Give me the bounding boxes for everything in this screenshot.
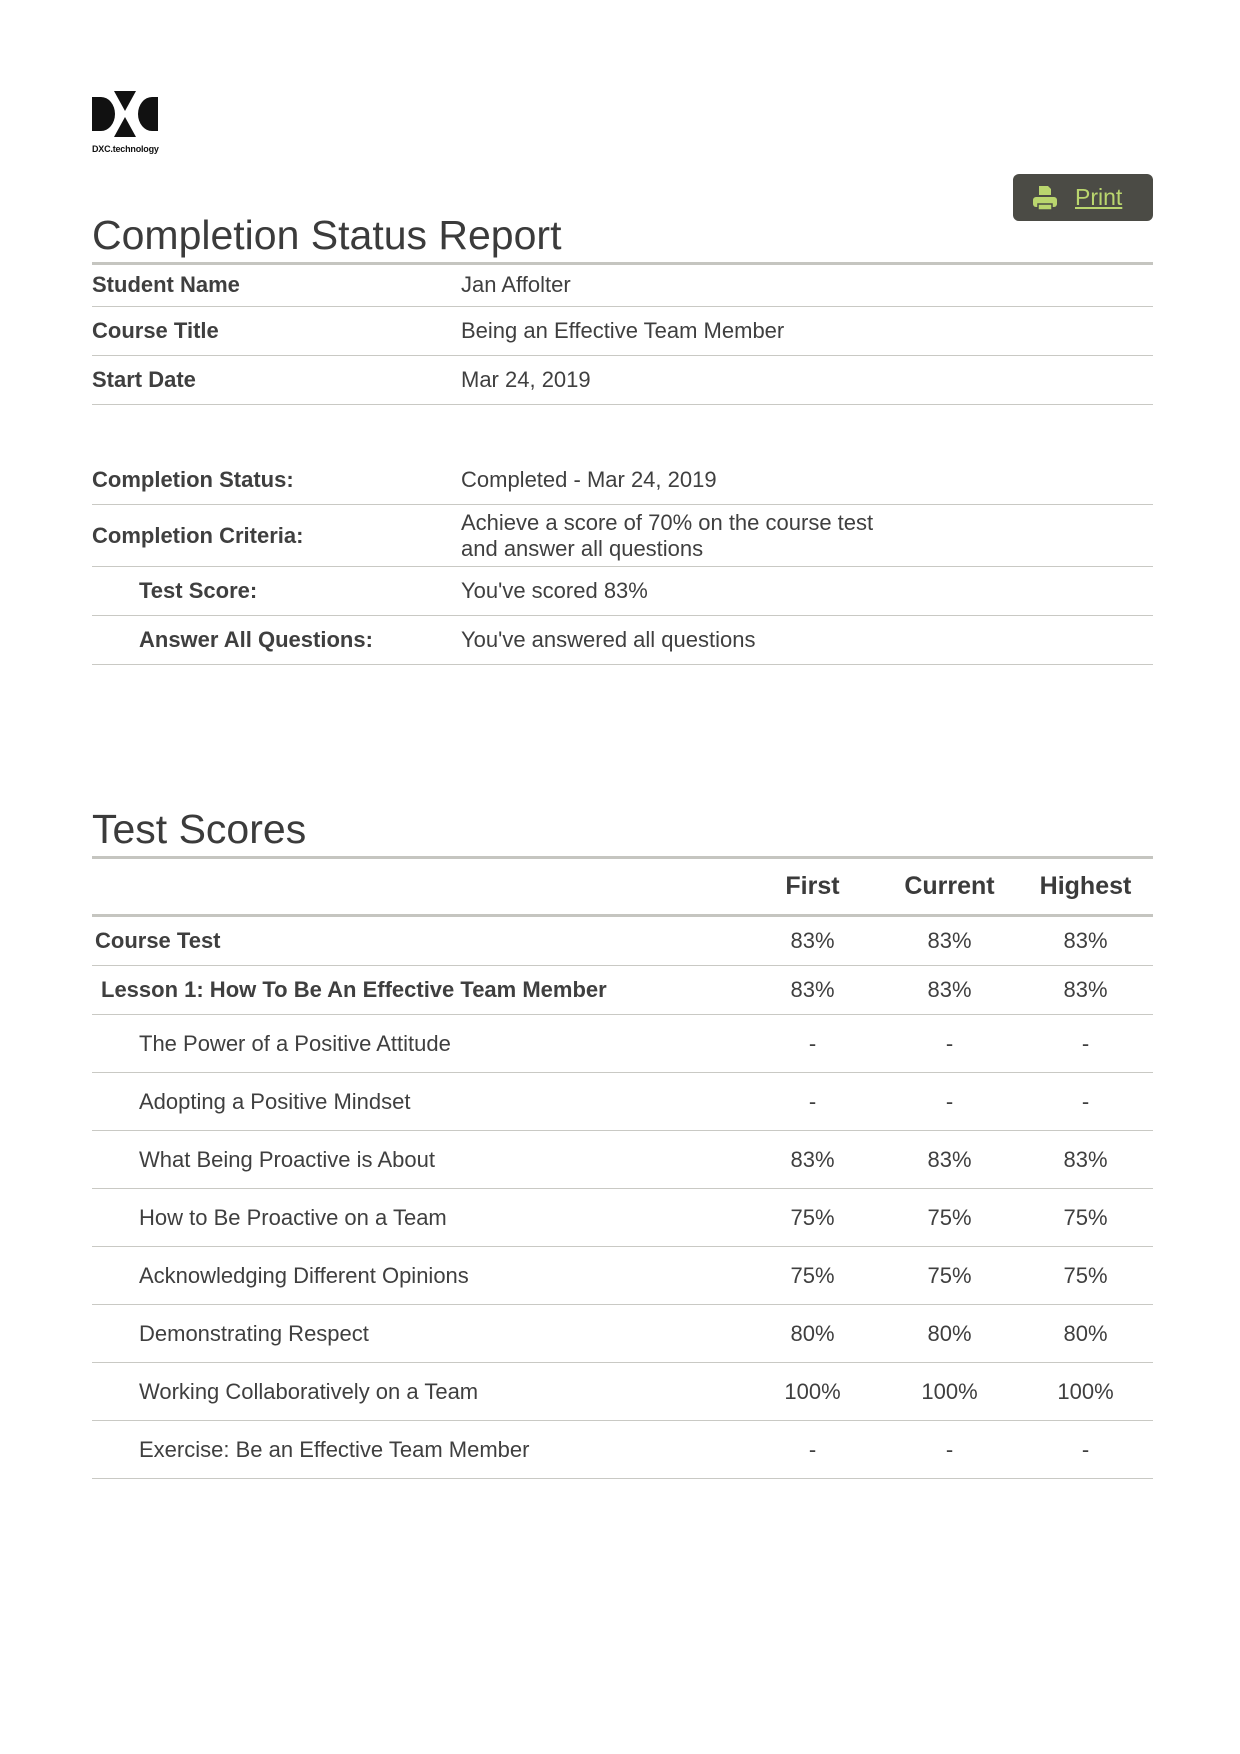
row-first: 83% [744,916,881,966]
table-row [92,1073,1153,1131]
completion-status-label: Completion Status: [92,456,461,505]
row-first: 75% [744,1189,881,1247]
row-current: 83% [881,1131,1018,1189]
row-first: - [744,1015,881,1073]
row-first: - [744,1073,881,1131]
dxc-logo [92,91,172,157]
course-title-label: Course Title [92,307,461,356]
row-first: 75% [744,1247,881,1305]
print-button[interactable] [1013,174,1153,221]
logo-text: DXC.technology [92,144,159,154]
row-highest: - [1018,1421,1153,1479]
scores-header-row [92,858,1153,916]
row-name: Working Collaboratively on a Team [92,1363,744,1421]
row-highest: 100% [1018,1363,1153,1421]
completion-status-value: Completed - Mar 24, 2019 [461,456,1153,505]
row-first: 100% [744,1363,881,1421]
start-date-label: Start Date [92,356,461,405]
row-first: 80% [744,1305,881,1363]
row-name: Demonstrating Respect [92,1305,744,1363]
report-title: Completion Status Report [92,212,562,258]
row-highest: 83% [1018,966,1153,1015]
row-highest: - [1018,1015,1153,1073]
completion-criteria-value [461,505,1153,567]
test-score-value: You've scored 83% [461,567,1153,616]
course-title-row [92,307,1153,356]
row-name: Lesson 1: How To Be An Effective Team Member [92,966,744,1015]
table-row [92,1421,1153,1479]
table-row [92,1131,1153,1189]
answer-all-value: You've answered all questions [461,616,1153,665]
completion-criteria-line-2: and answer all questions [461,535,704,561]
dxc-logo-icon [92,91,158,137]
answer-all-label: Answer All Questions: [92,616,461,665]
completion-criteria-line-1: Achieve a score of 70% on the course test [461,509,874,535]
row-first: 83% [744,966,881,1015]
course-title-value: Being an Effective Team Member [461,307,1153,356]
student-name-row [92,264,1153,307]
row-highest: 75% [1018,1189,1153,1247]
start-date-row [92,356,1153,405]
table-row [92,1189,1153,1247]
row-current: - [881,1421,1018,1479]
row-name: The Power of a Positive Attitude [92,1015,744,1073]
table-row [92,916,1153,966]
scores-body [92,916,1153,1479]
row-name: Exercise: Be an Effective Team Member [92,1421,744,1479]
completion-criteria-row [92,505,1153,567]
table-row [92,1015,1153,1073]
row-name: Course Test [92,916,744,966]
test-scores-title: Test Scores [92,806,307,852]
table-row [92,966,1153,1015]
header-blank [92,858,744,916]
test-scores-table [92,858,1153,1479]
student-name-value: Jan Affolter [461,264,1153,307]
completion-table [92,456,1153,665]
row-current: 83% [881,916,1018,966]
table-row [92,1305,1153,1363]
row-highest: 83% [1018,1131,1153,1189]
completion-status-row [92,456,1153,505]
row-name: What Being Proactive is About [92,1131,744,1189]
student-name-label: Student Name [92,264,461,307]
row-highest: 80% [1018,1305,1153,1363]
row-highest: 83% [1018,916,1153,966]
completion-criteria-label: Completion Criteria: [92,505,461,567]
row-current: 75% [881,1247,1018,1305]
row-current: - [881,1073,1018,1131]
row-name: Adopting a Positive Mindset [92,1073,744,1131]
row-highest: - [1018,1073,1153,1131]
report-page [92,0,1153,1754]
answer-all-row [92,616,1153,665]
row-name: How to Be Proactive on a Team [92,1189,744,1247]
table-row [92,1247,1153,1305]
row-current: 75% [881,1189,1018,1247]
test-score-row [92,567,1153,616]
row-first: 83% [744,1131,881,1189]
header-highest: Highest [1018,858,1153,916]
test-score-label: Test Score: [92,567,461,616]
row-first: - [744,1421,881,1479]
row-current: 100% [881,1363,1018,1421]
row-current: 80% [881,1305,1018,1363]
start-date-value: Mar 24, 2019 [461,356,1153,405]
header-current: Current [881,858,1018,916]
row-current: 83% [881,966,1018,1015]
row-highest: 75% [1018,1247,1153,1305]
table-row [92,1363,1153,1421]
student-info-table [92,264,1153,405]
printer-icon [1033,185,1057,211]
header-first: First [744,858,881,916]
row-current: - [881,1015,1018,1073]
row-name: Acknowledging Different Opinions [92,1247,744,1305]
print-label: Print [1075,184,1123,210]
